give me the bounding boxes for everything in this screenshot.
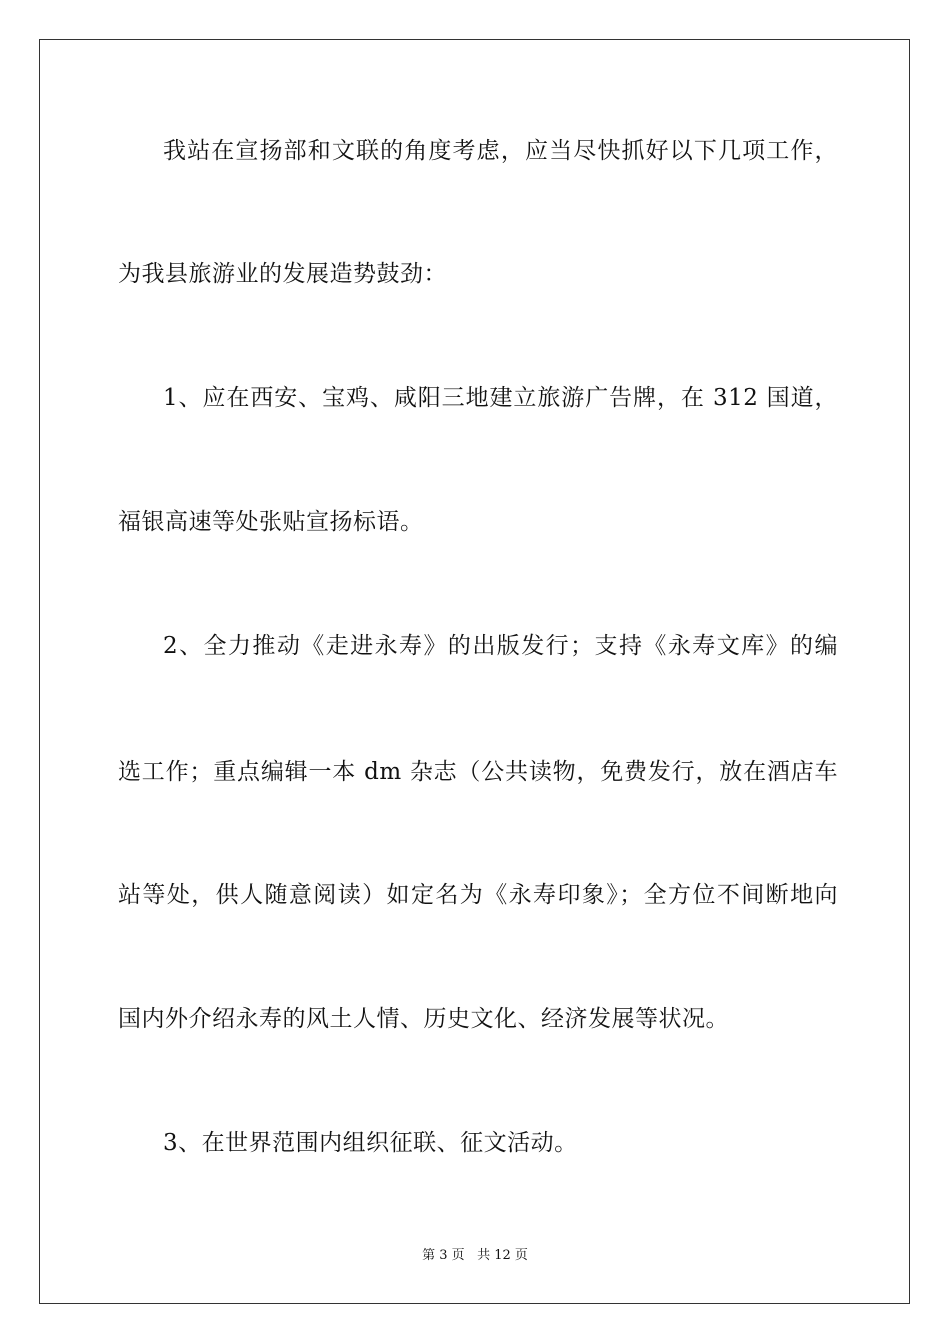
paragraph-3-line-3: 站等处，供人随意阅读）如定名为《永寿印象》；全方位不间断地向 [118, 882, 838, 908]
paragraph-3-line-1: 2、全力推动《走进永寿》的出版发行；支持《永寿文库》的编 [163, 633, 838, 659]
paragraph-2-line-1: 1、应在西安、宝鸡、咸阳三地建立旅游广告牌，在 312 国道， [163, 385, 838, 411]
paragraph-1-line-1: 我站在宣扬部和文联的角度考虑，应当尽快抓好以下几项工作， [163, 138, 838, 164]
page-number: 第 3 页 [422, 1248, 465, 1263]
paragraph-3-line-2: 选工作；重点编辑一本 dm 杂志（公共读物，免费发行，放在酒店车 [118, 759, 838, 785]
paragraph-3-line-4: 国内外介绍永寿的风土人情、历史文化、经济发展等状况。 [118, 1006, 729, 1032]
paragraph-2-line-2: 福银高速等处张贴宣扬标语。 [118, 509, 424, 535]
paragraph-4-line-1: 3、在世界范围内组织征联、征文活动。 [163, 1130, 578, 1156]
page-border [39, 39, 910, 1304]
paragraph-1-line-2: 为我县旅游业的发展造势鼓劲： [118, 261, 447, 287]
page-total: 共 12 页 [477, 1248, 528, 1263]
page-footer [0, 1247, 950, 1265]
